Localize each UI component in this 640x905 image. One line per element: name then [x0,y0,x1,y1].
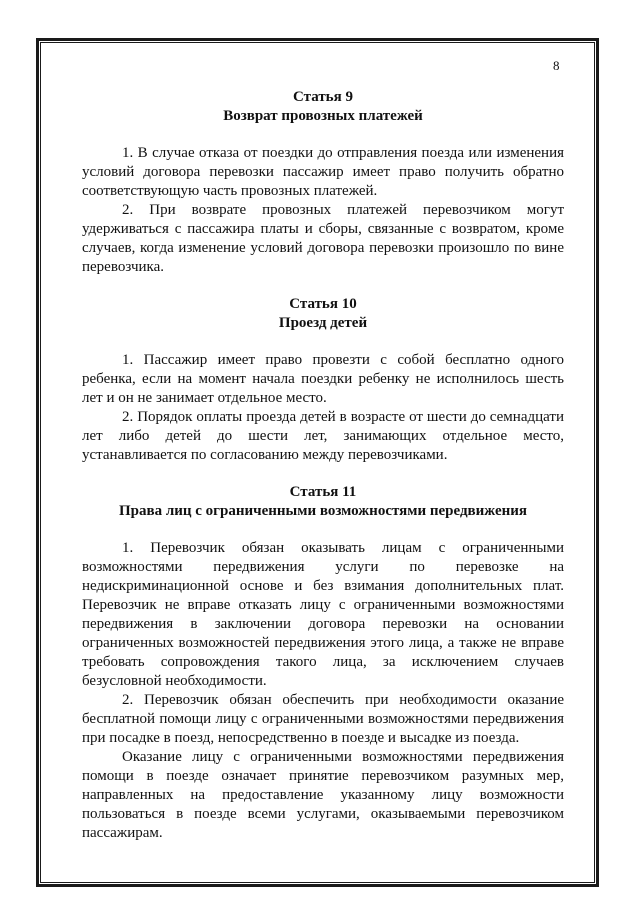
article-title: Права лиц с ограниченными возможностями передвижения [118,503,528,519]
article-paragraph: 2. Перевозчик обязан обеспечить при необходимости оказание бесплатной помощи лицу с ограниченными возможностями передвижения при посадке в поезд, непосредственно в поезде и высадке из поезда. [82,692,564,746]
article-paragraph: 2. При возврате провозных платежей перевозчиком могут удерживаться с пассажира платы и сборы, связанные с возвратом, кроме случаев, когда изменение условий договора перевозки произошло по вине перевозчика. [82,202,564,275]
article-11 [82,483,564,843]
article-10 [82,295,564,465]
article-number: Статья 10 [289,296,357,312]
document-body [82,88,564,843]
article-paragraph: 2. Порядок оплаты проезда детей в возрасте от шести до семнадцати лет либо детей до шести лет, занимающих отдельное место, устанавливается по согласованию между перевозчиками. [82,409,564,463]
article-title: Возврат провозных платежей [223,108,423,124]
article-number: Статья 11 [289,484,357,500]
article-paragraph: 1. Перевозчик обязан оказывать лицам с ограниченными возможностями передвижения услуги по перевозке на недискриминационной основе и без взимания дополнительных плат. Перевозчик не вправе отказать лицу с ограниченными возможностями передвижения в заключении договора перевозки на основании ограниченных возможностей передвижения этого лица, а также не вправе требовать сопровождения такого лица, за исключением случаев безусловной необходимости. [82,540,564,689]
article-paragraph: Оказание лицу с ограниченными возможностями передвижения помощи в поезде означает принятие перевозчиком разумных мер, направленных на предоставление указанному лицу возможности пользоваться в поезде всеми услугами, оказываемыми перевозчиком пассажирам. [82,749,564,841]
article-number: Статья 9 [293,89,353,105]
article-paragraph: 1. В случае отказа от поездки до отправления поезда или изменения условий договора перевозки пассажир имеет право получить обратно соответствующую часть провозных платежей. [82,145,564,199]
article-title: Проезд детей [278,315,368,331]
article-paragraph: 1. Пассажир имеет право провезти с собой бесплатно одного ребенка, если на момент начала поездки ребенку не исполнилось шесть лет и он не занимает отдельное место. [82,352,564,406]
article-9 [82,88,564,277]
page-number: 8 [553,58,560,73]
